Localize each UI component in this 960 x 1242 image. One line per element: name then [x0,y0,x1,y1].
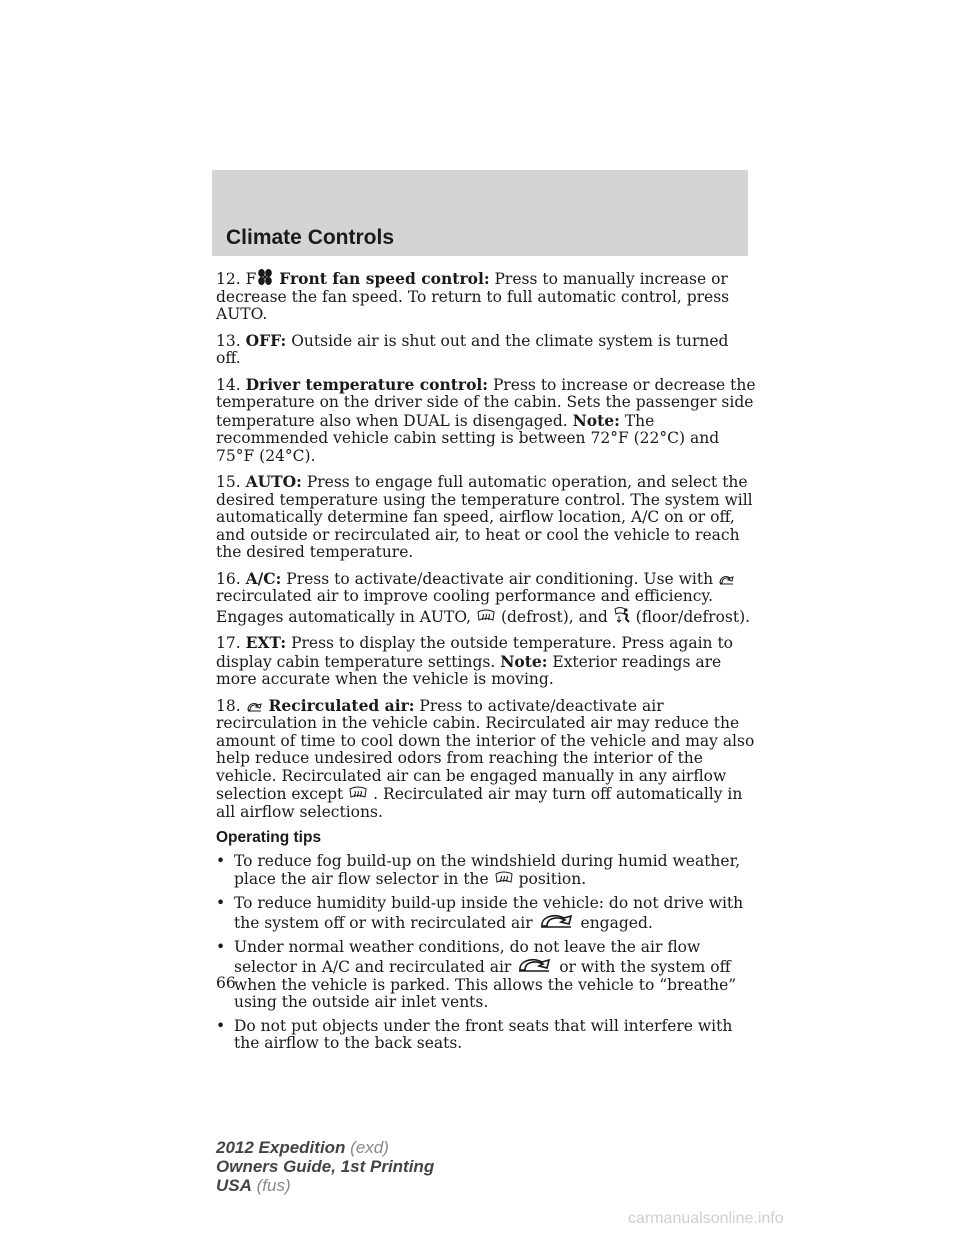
recirculated-air-icon [538,912,576,930]
bullet-icon: • [216,851,226,870]
item-14: 14. Driver temperature control: Press to increase or decrease the temperature on the driver side of the cabin. Sets the passenger side temperature also when DUAL is disengaged. Note: The recommended vehicle cabin setting is between 72°F (22°C) and 75°F (24°C). [216,374,756,465]
item-17: 17. EXT: Press to display the outside temperature. Press again to display cabin temperature settings. Note: Exterior readings are more accurate when the vehicle is moving. [216,633,734,688]
item-18: 18. Recirculated air: Press to activate/deactivate air recirculation in the vehicle cabin. Recirculated air may reduce the amount of time to cool down the interior of the vehicle and may also help reduce undesired odors from reaching the interior of the vehicle. Recirculated air can be engaged manually in any airflow selection except . Recirculated air may turn off automatically in all airflow selections. [216,695,755,821]
defrost-icon [348,785,368,801]
recirculated-air-icon [246,701,264,713]
page-title: Climate Controls [226,226,395,249]
tips-list [216,853,756,1053]
bullet-icon: • [216,893,226,912]
list-item: • To reduce fog build-up on the windshield during humid weather, place the air flow selector in the position. [216,851,741,888]
footer: 2012 Expedition (exd) Owners Guide, 1st Printing USA (fus) [216,1138,435,1195]
item-15: 15. AUTO: Press to engage full automatic operation, and select the desired temperature using the temperature control. The system will automatically determine fan speed, airflow location, A/C on or off, and outside or recirculated air, to heat or cool the vehicle to reach the desired temperature. [216,472,753,561]
bullet-icon: • [216,937,226,956]
page-number: 66 [216,974,236,992]
list-item: • Under normal weather conditions, do not leave the air flow selector in A/C and recirculated air or with the system off when the vehicle is parked. This allows the vehicle to “breathe” using the outside air inlet vents. [216,937,737,1011]
list-item: • To reduce humidity build-up inside the vehicle: do not drive with the system off or with recirculated air engaged. [216,893,744,932]
defrost-icon [476,608,496,624]
recirculated-air-icon [516,956,554,974]
recirculated-air-icon [718,574,736,586]
item-16: 16. A/C: Press to activate/deactivate air conditioning. Use with recirculated air to improve cooling performance and efficiency. Engages automatically in AUTO, (defrost), and (floor/defrost). [216,568,751,626]
content [216,268,756,1059]
list-item: • Do not put objects under the front seats that will interfere with the airflow to the back seats. [216,1016,733,1052]
bullet-icon: • [216,1016,226,1035]
floor-defrost-icon [613,606,631,624]
defrost-icon [494,870,514,886]
watermark: carmanualsonline.info [628,1210,784,1227]
item-12: 12. F Front fan speed control: Press to manually increase or decrease the fan speed. To return to full automatic control, press AUTO. [216,269,730,323]
item-13: 13. OFF: Outside air is shut out and the climate system is turned off. [216,330,729,367]
fan-icon [256,268,274,286]
operating-tips-heading: Operating tips [216,829,322,846]
